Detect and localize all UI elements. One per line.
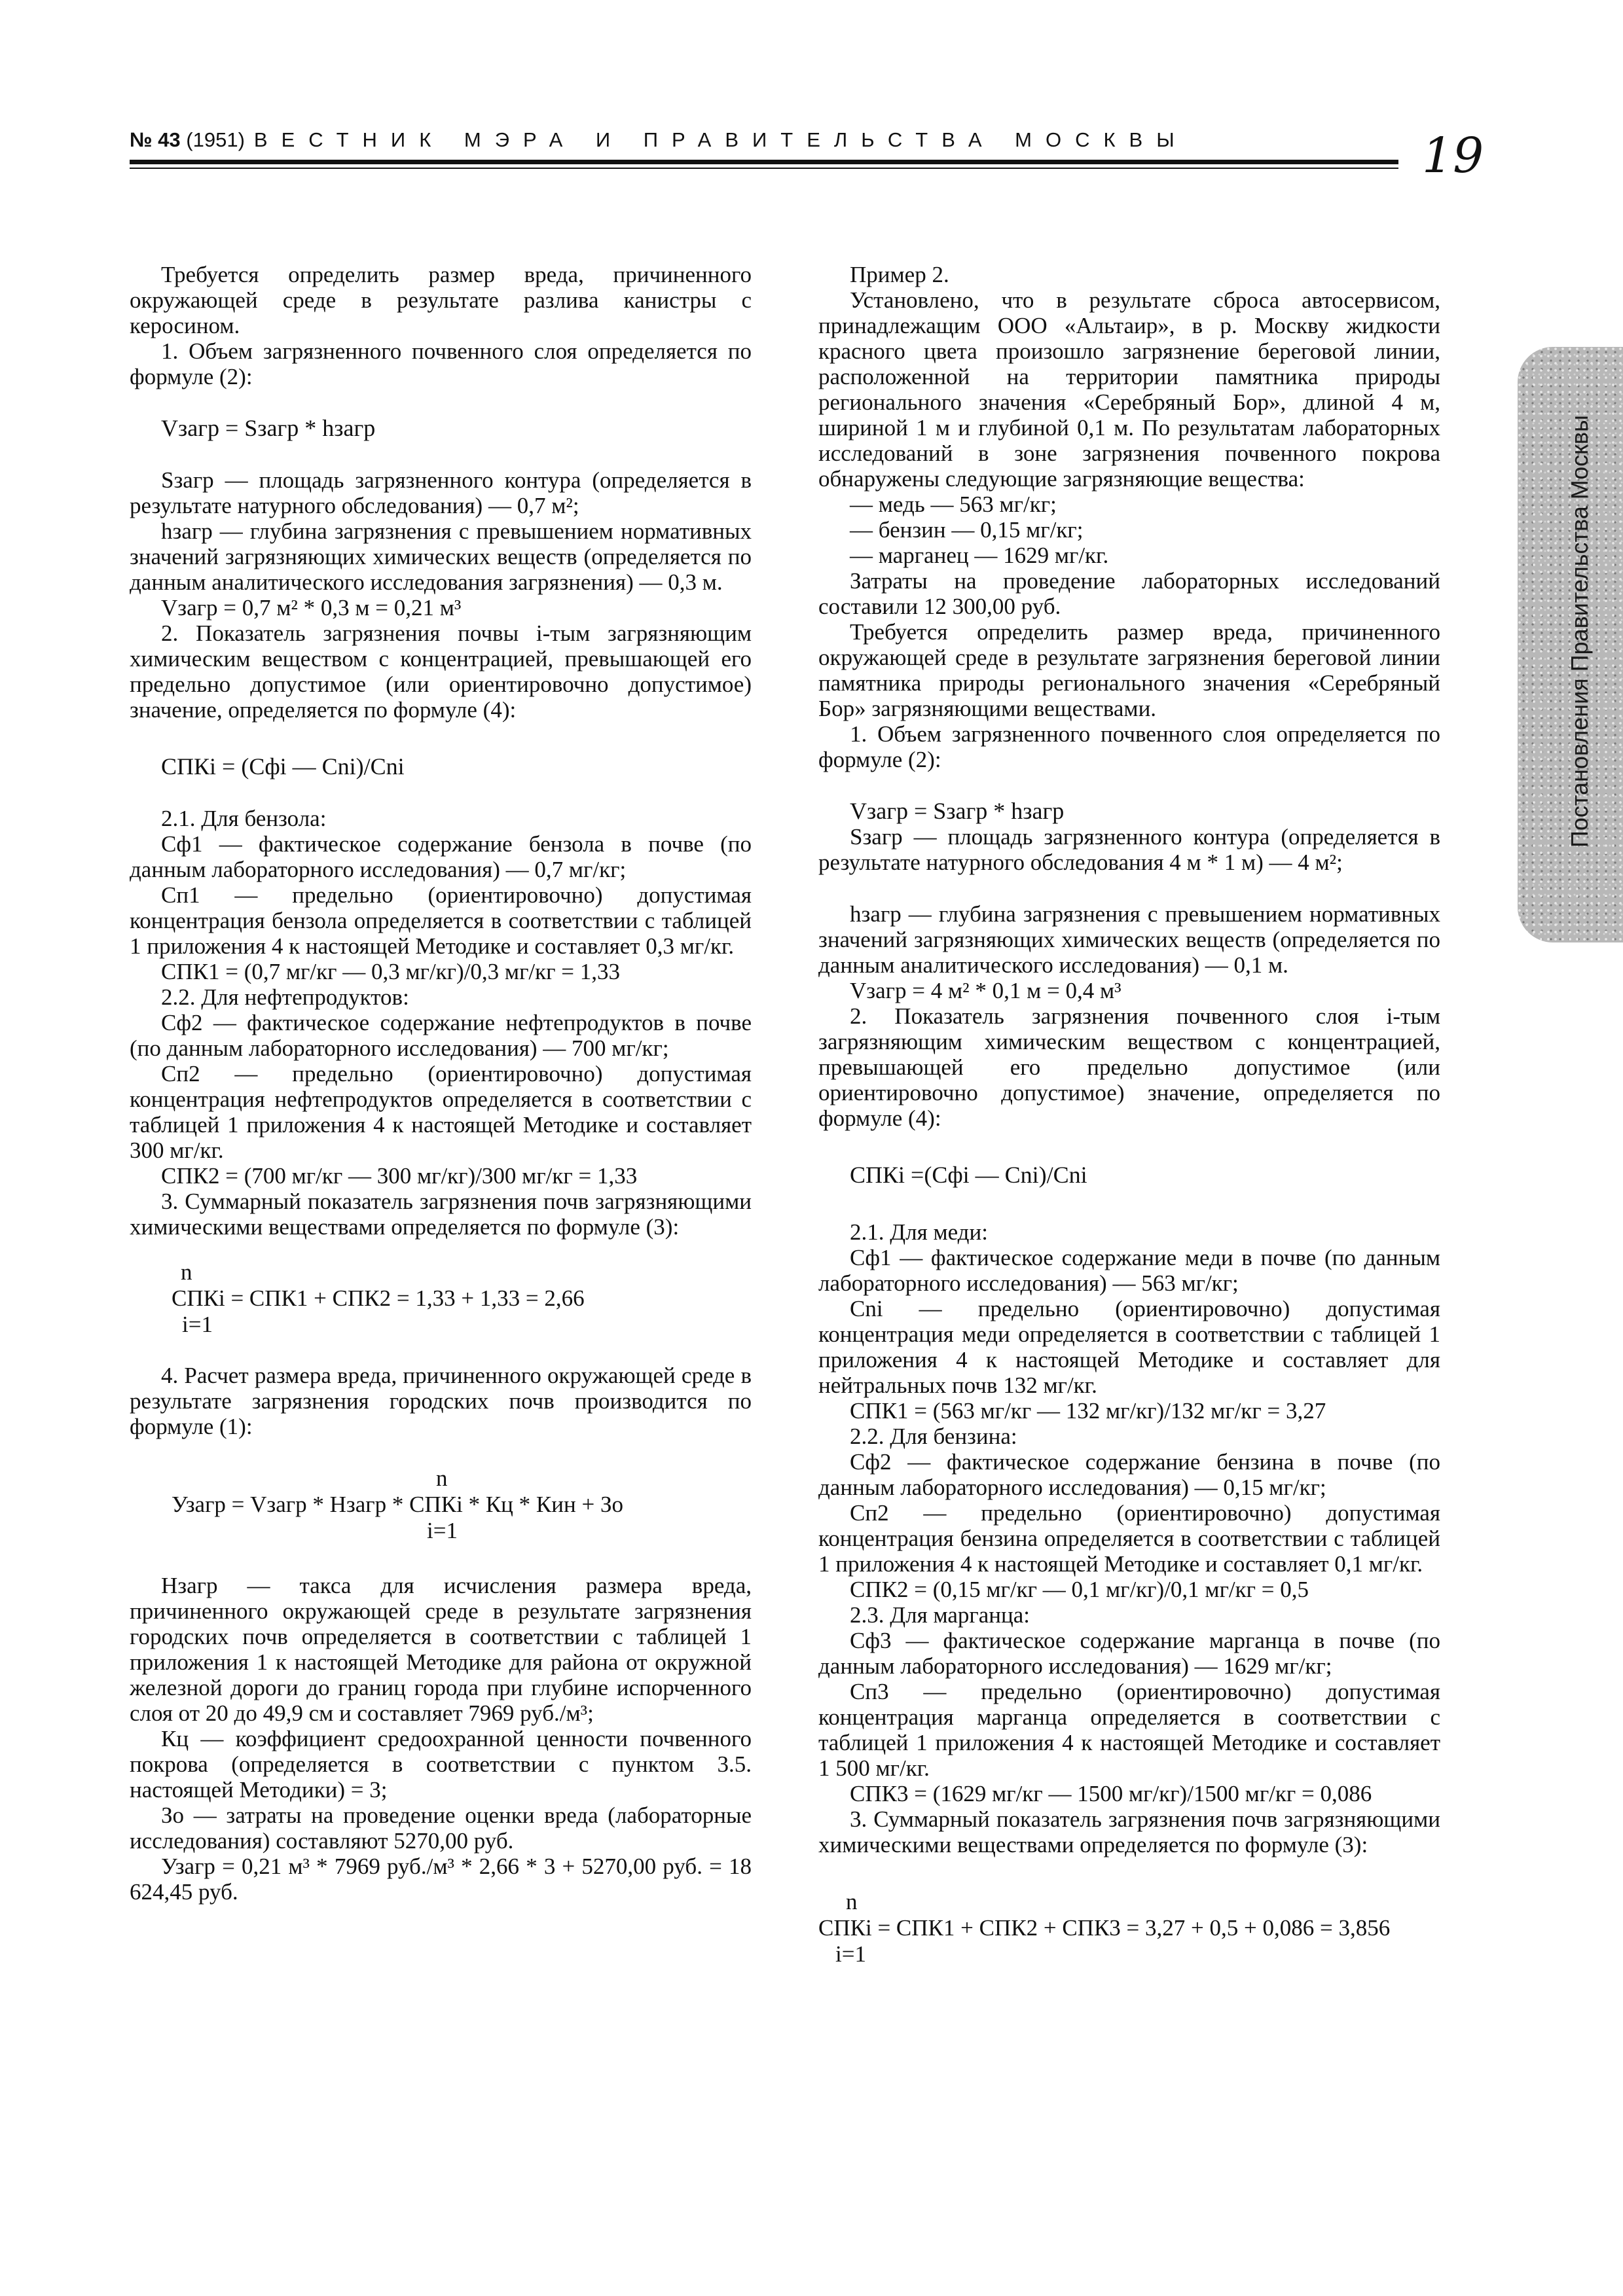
paragraph: Сп2 — предельно (ориентировочно) допустимая концентрация бензина определяется в соответствии с таблицей 1 приложения 4 к настоящей Методике и составляет 0,1 мг/кг. <box>818 1500 1440 1577</box>
paragraph: Сп2 — предельно (ориентировочно) допустимая концентрация нефтепродуктов определяется в соответствии с таблицей 1 приложения 4 к настоящей Методике и составляет 300 мг/кг. <box>130 1061 752 1163</box>
paragraph: 3. Суммарный показатель загрязнения почв загрязняющими химическими веществами определяется по формуле (3): <box>130 1189 752 1240</box>
header-rule-thick <box>130 160 1398 164</box>
paragraph: 3. Суммарный показатель загрязнения почв загрязняющими химическими веществами определяется по формуле (3): <box>818 1806 1440 1857</box>
header-line <box>130 128 1188 152</box>
formula-sum-1 <box>130 1259 752 1340</box>
paragraph: Зо — затраты на проведение оценки вреда (лабораторные исследования) составляют 5270,00 руб. <box>130 1803 752 1854</box>
sum-expression: СПКi = СПК1 + СПК2 = 1,33 + 1,33 = 2,66 <box>172 1285 585 1311</box>
paragraph: Сф1 — фактическое содержание меди в почве (по данным лабораторного исследования) — 563 мг/кг; <box>818 1245 1440 1296</box>
paragraph: 2. Показатель загрязнения почвенного слоя i-тым загрязняющим химическим веществом с концентрацией, превышающей его предельно допустимое (или ориентировочно допустимое) значение, определяется по формуле (4): <box>818 1003 1440 1131</box>
sum-upper-limit: n <box>436 1465 448 1491</box>
paragraph: 2.2. Для нефтепродуктов: <box>161 984 409 1010</box>
paragraph: 1. Объем загрязненного почвенного слоя определяется по формуле (2): <box>818 721 1440 772</box>
masthead-title: ВЕСТНИК МЭРА И ПРАВИТЕЛЬСТВА МОСКВЫ <box>253 128 1188 151</box>
paragraph: 2.1. Для меди: <box>850 1219 988 1245</box>
paragraph: Сф2 — фактическое содержание бензина в почве (по данным лабораторного исследования) — 0,15 мг/кг; <box>818 1449 1440 1500</box>
paragraph: СПК1 = (0,7 мг/кг — 0,3 мг/кг)/0,3 мг/кг = 1,33 <box>161 959 620 984</box>
paragraph: Сп1 — предельно (ориентировочно) допустимая концентрация бензола определяется в соответствии с таблицей 1 приложения 4 к настоящей Методике и составляет 0,3 мг/кг. <box>130 882 752 959</box>
paragraph: Сф3 — фактическое содержание марганца в почве (по данным лабораторного исследования) — 1629 мг/кг; <box>818 1628 1440 1679</box>
paragraph: 2.1. Для бензола: <box>161 806 327 831</box>
paragraph: СПК3 = (1629 мг/кг — 1500 мг/кг)/1500 мг/кг = 0,086 <box>850 1781 1372 1806</box>
paragraph: Сп3 — предельно (ориентировочно) допустимая концентрация марганца определяется в соответствии с таблицей 1 приложения 4 к настоящей Методике и составляет 1 500 мг/кг. <box>818 1679 1440 1781</box>
paragraph: Сф2 — фактическое содержание нефтепродуктов в почве (по данным лабораторного исследования) — 700 мг/кг; <box>130 1010 752 1061</box>
formula-spk: СПКi =(Сфi — Сni)/Сni <box>850 1162 1087 1188</box>
paragraph: hзагр — глубина загрязнения с превышением нормативных значений загрязняющих химических веществ (определяется по данным аналитического исследования) — 0,1 м. <box>818 901 1440 978</box>
sum-upper-limit: n <box>846 1889 858 1914</box>
formula-spk: СПКi = (Сфi — Сni)/Сni <box>161 753 405 780</box>
paragraph: 2. Показатель загрязнения почвы i-тым загрязняющим химическим веществом с концентрацией, превышающей его предельно допустимое (или ориентировочно допустимое) значение, определяется по формуле (4): <box>130 620 752 723</box>
header-rule-thin <box>130 168 1398 169</box>
paragraph: Vзагр = 0,7 м² * 0,3 м = 0,21 м³ <box>161 595 462 620</box>
sum-upper-limit: n <box>181 1259 192 1285</box>
list-item: — бензин — 0,15 мг/кг; <box>850 517 1084 543</box>
sum-lower-limit: i=1 <box>182 1312 213 1337</box>
paragraph: Требуется определить размер вреда, причиненного окружающей среде в результате разлива канистры с керосином. <box>130 262 752 338</box>
paragraph: 2.3. Для марганца: <box>850 1602 1030 1628</box>
formula-volume: Vзагр = Sзагр * hзагр <box>850 798 1065 824</box>
paragraph: Затраты на проведение лабораторных исследований составили 12 300,00 руб. <box>818 568 1440 619</box>
paragraph: Сni — предельно (ориентировочно) допустимая концентрация меди определяется в соответствии с таблицей 1 приложения 4 к настоящей Методике и составляет для нейтральных почв 132 мг/кг. <box>818 1296 1440 1398</box>
paragraph: 2.2. Для бензина: <box>850 1424 1017 1449</box>
issue-number: № 43 <box>130 128 181 151</box>
formula-damage <box>130 1465 752 1547</box>
paragraph: СПК2 = (700 мг/кг — 300 мг/кг)/300 мг/кг = 1,33 <box>161 1163 638 1189</box>
paragraph: Установлено, что в результате сброса автосервисом, принадлежащим ООО «Альтаир», в р. Москву жидкости красного цвета произошло загрязнение береговой линии, расположенной на территории памятника природы регионального значения «Серебряный Бор», длиной 4 м, шириной 1 м и глубиной 0,1 м. По результатам лабораторных исследований в зоне загрязнения почвенного покрова обнаружены следующие загрязняющие вещества: <box>818 287 1440 492</box>
paragraph: Требуется определить размер вреда, причиненного окружающей среде в результате загрязнения береговой линии памятника природы регионального значения «Серебряный Бор» загрязняющими веществами. <box>818 619 1440 721</box>
paragraph: СПК2 = (0,15 мг/кг — 0,1 мг/кг)/0,1 мг/кг = 0,5 <box>850 1577 1309 1602</box>
example-heading: Пример 2. <box>850 262 949 287</box>
paragraph: Нзагр — такса для исчисления размера вреда, причиненного окружающей среде в результате загрязнения городских почв определяется в соответствии с таблицей 1 приложения 1 к настоящей Методике для района от окружной железной дороги до границ города при глубине испорченного слоя от 20 до 49,9 см и составляет 7969 руб./м³; <box>130 1573 752 1726</box>
formula-sum-2 <box>818 1889 1440 1970</box>
sum-lower-limit: i=1 <box>835 1941 866 1967</box>
page-number: 19 <box>1422 128 1484 184</box>
list-item: — марганец — 1629 мг/кг. <box>850 543 1109 568</box>
paragraph: 4. Расчет размера вреда, причиненного окружающей среде в результате загрязнения городских почв производится по формуле (1): <box>130 1363 752 1439</box>
left-column <box>130 262 752 1905</box>
list-item: — медь — 563 мг/кг; <box>850 492 1057 517</box>
paragraph: Узагр = 0,21 м³ * 7969 руб./м³ * 2,66 * 3 + 5270,00 руб. = 18 624,45 руб. <box>130 1854 752 1905</box>
paragraph: Сф1 — фактическое содержание бензола в почве (по данным лабораторного исследования) — 0,7 мг/кг; <box>130 831 752 882</box>
section-tab-label: Постановления Правительства Москвы <box>1566 415 1593 848</box>
right-column <box>818 262 1440 1970</box>
paragraph: Sзагр — площадь загрязненного контура (определяется в результате натурного обследования) — 0,7 м²; <box>130 467 752 518</box>
damage-expression: Узагр = Vзагр * Нзагр * СПКi * Кц * Кин + Зо <box>172 1492 623 1517</box>
paragraph: Vзагр = 4 м² * 0,1 м = 0,4 м³ <box>850 978 1122 1003</box>
paragraph: СПК1 = (563 мг/кг — 132 мг/кг)/132 мг/кг = 3,27 <box>850 1398 1326 1424</box>
sum-lower-limit: i=1 <box>427 1518 458 1543</box>
issue-year: (1951) <box>186 128 245 151</box>
paragraph: Кц — коэффициент средоохранной ценности почвенного покрова (определяется в соответствии с пунктом 3.5. настоящей Методики) = 3; <box>130 1726 752 1803</box>
paragraph: 1. Объем загрязненного почвенного слоя определяется по формуле (2): <box>130 338 752 389</box>
formula-volume: Vзагр = Sзагр * hзагр <box>161 415 376 441</box>
sum-expression: СПКi = СПК1 + СПК2 + СПК3 = 3,27 + 0,5 + 0,086 = 3,856 <box>818 1915 1391 1941</box>
paragraph: Sзагр — площадь загрязненного контура (определяется в результате натурного обследования 4 м * 1 м) — 4 м²; <box>818 824 1440 875</box>
paragraph: hзагр — глубина загрязнения с превышением нормативных значений загрязняющих химических веществ (определяется по данным аналитического исследования загрязнения) — 0,3 м. <box>130 518 752 595</box>
